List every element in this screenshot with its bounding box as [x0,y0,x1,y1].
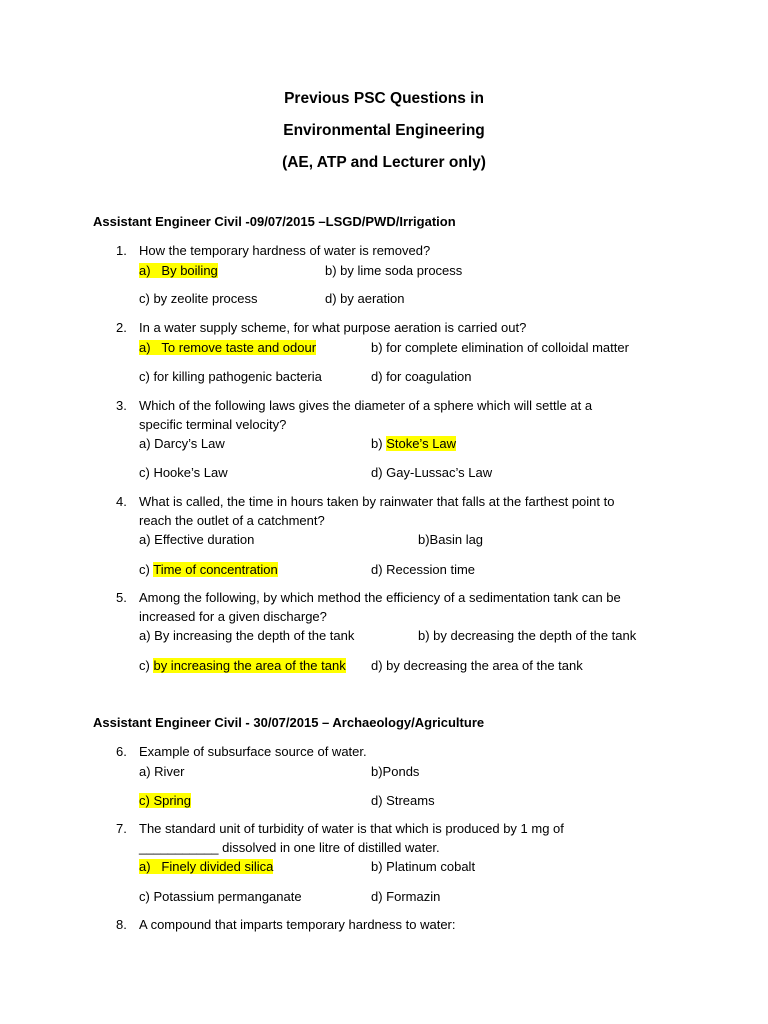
question-6-option-b: b)Ponds [371,764,420,779]
question-8-number: 8. [116,917,127,932]
question-7-option-a [139,859,273,874]
question-4-option-b: b)Basin lag [418,532,484,547]
option-prefix: c) [139,562,150,577]
question-7-text-line-1: The standard unit of turbidity of water is that which is produced by 1 mg of [139,821,564,836]
question-8-text: A compound that imparts temporary hardness to water: [139,917,456,932]
question-6-option-a: a) River [139,764,185,779]
question-2-option-c: c) for killing pathogenic bacteria [139,369,322,384]
question-6-text: Example of subsurface source of water. [139,744,367,759]
question-2-option-d: d) for coagulation [371,369,472,384]
section-heading-1: Assistant Engineer Civil -09/07/2015 –LSGD/PWD/Irrigation [93,214,456,229]
question-7-option-b: b) Platinum cobalt [371,859,476,874]
question-5-text-line-2: increased for a given discharge? [139,609,327,624]
question-7-option-d: d) Formazin [371,889,441,904]
question-7-option-c: c) Potassium permanganate [139,889,302,904]
question-7-text-line-2: ___________ dissolved in one litre of distilled water. [139,840,440,855]
answer-highlight: By boiling [161,263,218,278]
question-4-option-c [139,562,278,577]
answer-highlight: Finely divided silica [161,859,274,874]
doc-title-line-3: (AE, ATP and Lecturer only) [282,154,486,171]
question-6-option-d: d) Streams [371,793,435,808]
answer-highlight: To remove taste and odour [161,340,317,355]
question-1-text: How the temporary hardness of water is removed? [139,243,431,258]
option-prefix: a) [139,263,151,278]
question-3-option-b [371,436,456,451]
question-5-option-d: d) by decreasing the area of the tank [371,658,583,673]
option-prefix: b) [371,436,383,451]
question-3-option-a: a) Darcy’s Law [139,436,225,451]
question-4-option-d: d) Recession time [371,562,476,577]
question-4-number: 4. [116,494,127,509]
question-3-number: 3. [116,398,127,413]
question-2-text: In a water supply scheme, for what purpose aeration is carried out? [139,320,527,335]
doc-title-line-1: Previous PSC Questions in [284,90,484,107]
answer-highlight: by increasing the area of the tank [153,658,346,673]
question-2-option-b: b) for complete elimination of colloidal matter [371,340,629,355]
question-1-number: 1. [116,243,127,258]
section-heading-2: Assistant Engineer Civil - 30/07/2015 – Archaeology/Agriculture [93,715,485,730]
question-3-text-line-2: specific terminal velocity? [139,417,287,432]
question-1-option-d: d) by aeration [325,291,405,306]
question-2-number: 2. [116,320,127,335]
question-5-text-line-1: Among the following, by which method the efficiency of a sedimentation tank can be [139,590,621,605]
question-5-option-b: b) by decreasing the depth of the tank [418,628,637,643]
question-1-option-a [139,263,218,278]
question-3-option-d: d) Gay-Lussac’s Law [371,465,493,480]
question-5-option-a: a) By increasing the depth of the tank [139,628,355,643]
doc-title-line-2: Environmental Engineering [283,122,485,139]
question-5-option-c [139,658,346,673]
question-3-text-line-1: Which of the following laws gives the diameter of a sphere which will settle at a [139,398,593,413]
answer-highlight: Time of concentration [153,562,278,577]
question-5-number: 5. [116,590,127,605]
question-7-number: 7. [116,821,127,836]
question-1-option-b: b) by lime soda process [325,263,463,278]
answer-highlight: Stoke’s Law [386,436,457,451]
question-3-option-c: c) Hooke’s Law [139,465,228,480]
question-4-option-a: a) Effective duration [139,532,255,547]
question-6-option-c [139,793,191,808]
question-4-text-line-2: reach the outlet of a catchment? [139,513,325,528]
answer-highlight: c) Spring [139,793,192,808]
option-prefix: a) [139,340,151,355]
question-2-option-a [139,340,316,355]
question-1-option-c: c) by zeolite process [139,291,258,306]
option-prefix: a) [139,859,151,874]
option-prefix: c) [139,658,150,673]
question-4-text-line-1: What is called, the time in hours taken by rainwater that falls at the farthest point to [139,494,615,509]
question-6-number: 6. [116,744,127,759]
